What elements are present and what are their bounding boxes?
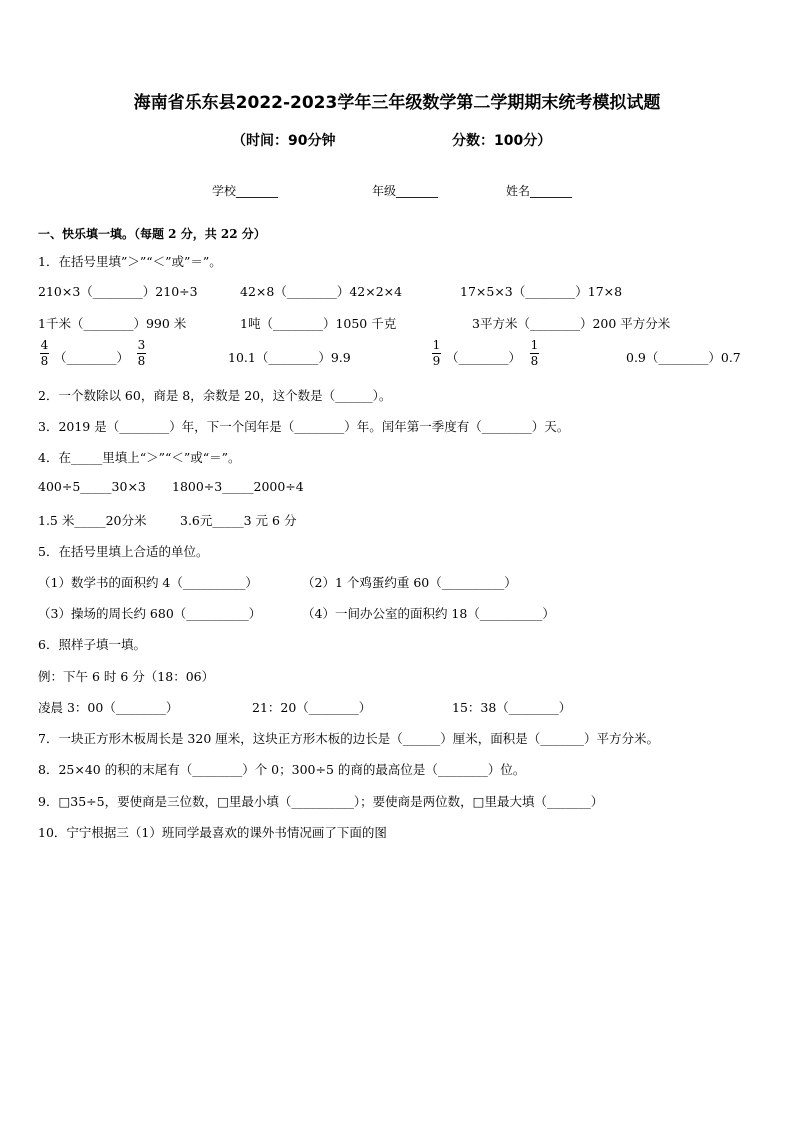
q8-text: 8．25×40 的积的末尾有（________）个 0；300÷5 的商的最高位是（________）位。 (38, 762, 526, 777)
q7-text: 7．一块正方形木板周长是 320 厘米，这块正方形木板的边长是（______）厘米，面积是（_______）平方分米。 (38, 731, 660, 746)
q4-item: 1800÷3_____2000÷4 (172, 479, 304, 494)
q5-item: （4）一间办公室的面积约 18（__________） (302, 606, 555, 621)
fraction (137, 339, 146, 368)
q1-item: 1千米（________）990 米 (38, 316, 187, 331)
fraction-numerator: 1 (530, 338, 539, 352)
fraction (530, 339, 539, 368)
q5-stem: 5．在括号里填上合适的单位。 (38, 544, 209, 559)
fraction-denominator: 9 (432, 354, 441, 368)
q1-blank: （________） (446, 350, 522, 365)
exam-score: 分数：100分） (452, 133, 552, 149)
q4-item: 400÷5_____30×3 (38, 479, 146, 494)
q5-item: （3）操场的周长约 680（__________） (38, 606, 262, 621)
q1-item: 42×8（________）42×2×4 (240, 284, 403, 299)
exam-time: （时间：90分钟 (232, 133, 336, 149)
q5-item: （2）1 个鸡蛋约重 60（__________） (302, 575, 517, 590)
q1-item: 1吨（________）1050 千克 (240, 316, 397, 331)
q5-item: （1）数学书的面积约 4（__________） (38, 575, 258, 590)
q10-text: 10．宁宁根据三（1）班同学最喜欢的课外书情况画了下面的图 (38, 825, 387, 840)
q1-item: 17×5×3（________）17×8 (460, 284, 623, 299)
q1-item: 0.9（________）0.7 (626, 350, 741, 365)
q6-item: 15：38（________） (452, 700, 572, 715)
q6-item: 21：20（________） (252, 700, 372, 715)
grade-field: 年级_______ (372, 184, 439, 198)
q1-item: 210×3（________）210÷3 (38, 284, 198, 299)
q4-stem: 4．在_____里填上“＞”“＜”或“＝”。 (38, 450, 241, 465)
q9-text: 9．□35÷5，要使商是三位数，□里最小填（__________）；要使商是两位数，□里最大填（_______） (38, 794, 604, 809)
q2-text: 2．一个数除以 60，商是 8，余数是 20，这个数是（______）。 (38, 388, 392, 403)
q1-item: 3平方米（________）200 平方分米 (472, 316, 671, 331)
page-title: 海南省乐东县2022-2023学年三年级数学第二学期期末统考模拟试题 (133, 93, 661, 113)
q6-item: 凌晨 3：00（________） (38, 700, 179, 715)
q1-item: 10.1（________）9.9 (228, 350, 351, 365)
fraction (40, 339, 49, 368)
q4-item: 1.5 米_____20分米 (38, 513, 147, 528)
q3-text: 3．2019 是（________）年，下一个闰年是（________）年。闰年第一季度有（________）天。 (38, 419, 570, 434)
q1-stem: 1．在括号里填”＞”“＜”或”＝”。 (38, 254, 222, 269)
school-field: 学校_______ (212, 184, 279, 198)
fraction-numerator: 3 (137, 338, 146, 352)
q6-example: 例：下午 6 时 6 分（18：06） (38, 669, 215, 684)
fraction-denominator: 8 (530, 354, 539, 368)
q4-item: 3.6元_____3 元 6 分 (180, 513, 297, 528)
name-field: 姓名_______ (506, 184, 573, 198)
fraction-numerator: 1 (432, 338, 441, 352)
fraction-denominator: 8 (40, 354, 49, 368)
section-heading: 一、快乐填一填。（每题 2 分，共 22 分） (38, 227, 266, 241)
fraction (432, 339, 441, 368)
fraction-denominator: 8 (137, 354, 146, 368)
fraction-numerator: 4 (40, 338, 49, 352)
q1-blank: （________） (54, 350, 130, 365)
q6-stem: 6．照样子填一填。 (38, 637, 146, 652)
